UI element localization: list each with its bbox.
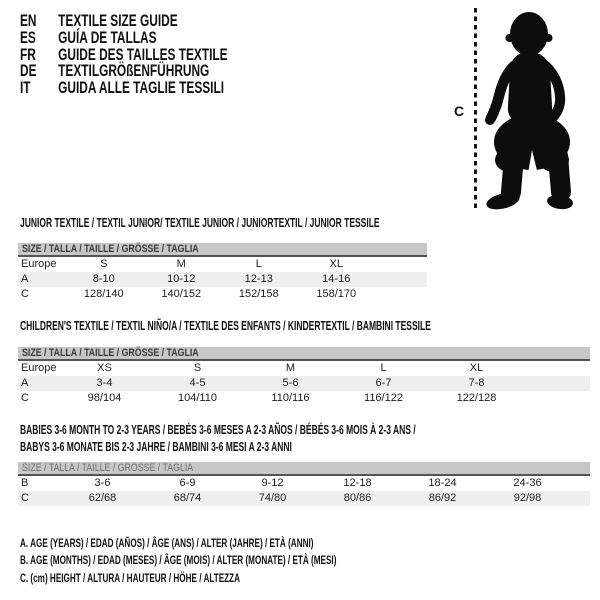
size-header-label: SIZE / TALLA / TAILLE / GRÖSSE / TAGLIA [22, 243, 199, 255]
age-cell: 6-7 [375, 377, 392, 389]
age-cell: 3-4 [96, 377, 113, 389]
height-cell: 110/116 [271, 392, 310, 404]
height-cell: 80/86 [343, 492, 372, 504]
lang-code: DE [20, 62, 37, 81]
age-cell: 9-12 [261, 477, 284, 489]
size-header-label: SIZE / TALLA / TAILLE / GRÖSSE / TAGLIA [22, 347, 199, 359]
lang-code: FR [20, 45, 36, 64]
size-cell: S [193, 362, 202, 374]
table-row [18, 391, 590, 406]
height-cell: 68/74 [173, 492, 202, 504]
lang-label: GUIDE DES TAILLES TEXTILE [58, 45, 228, 64]
size-cell: XL [329, 258, 343, 270]
height-cell: 152/158 [238, 288, 279, 300]
age-cell: 6-9 [179, 477, 196, 489]
babies-section-title-line1: BABIES 3-6 MONTH TO 2-3 YEARS / BEBÉS 3-6 MESES A 2-3 AÑOS / BÉBÉS 3-6 MOIS À 2-3 ANS / [20, 423, 416, 437]
row-label: C [21, 288, 29, 300]
age-cell: 12-18 [343, 477, 372, 489]
lang-row-it [20, 80, 228, 97]
junior-size-table [18, 243, 427, 302]
row-label: Europe [21, 362, 57, 374]
age-cell: 4-5 [189, 377, 206, 389]
height-cell: 74/80 [258, 492, 287, 504]
children-size-header-bar [18, 347, 590, 361]
baby-silhouette-icon [480, 10, 584, 212]
age-cell: 7-8 [468, 377, 485, 389]
age-cell: 14-16 [322, 273, 351, 285]
height-cell: 104/110 [178, 392, 217, 404]
legend [20, 535, 485, 587]
junior-section-title: JUNIOR TEXTILE / TEXTIL JUNIOR/ TEXTILE JUNIOR / JUNIORTEXTIL / JUNIOR TESSILE [20, 216, 380, 230]
table-row [18, 376, 590, 391]
age-cell: 24-36 [513, 477, 542, 489]
language-header [20, 13, 228, 97]
babies-size-header-bar [18, 462, 590, 476]
height-cell: 122/128 [456, 392, 497, 404]
age-cell: 8-10 [92, 273, 115, 285]
size-cell: XS [97, 362, 112, 374]
age-cell: 3-6 [94, 477, 111, 489]
size-header-label: SIZE / TALLA / TAILLE / GRÖSSE / TAGLIA [22, 462, 194, 474]
lang-code: ES [20, 28, 36, 47]
size-cell: XL [469, 362, 484, 374]
height-cell: 86/92 [428, 492, 457, 504]
row-label: Europe [21, 258, 57, 270]
height-cell: 62/68 [88, 492, 117, 504]
row-label: B [21, 477, 29, 489]
lang-label: GUÍA DE TALLAS [58, 28, 157, 47]
height-cell: 116/122 [364, 392, 403, 404]
lang-code: EN [20, 12, 37, 30]
size-cell: M [285, 362, 296, 374]
table-row [18, 491, 590, 506]
size-cell: L [380, 362, 387, 374]
age-cell: 5-6 [282, 377, 299, 389]
babies-size-table [18, 462, 590, 506]
row-label: C [21, 392, 29, 404]
height-label: C [454, 103, 465, 119]
height-dashed-line [474, 8, 477, 211]
height-cell: 140/152 [161, 288, 202, 300]
row-label: A [21, 273, 29, 285]
table-row [18, 257, 427, 272]
lang-label: TEXTILGRÖßENFÜHRUNG [58, 62, 210, 81]
children-section-title: CHILDREN'S TEXTILE / TEXTIL NIÑO/A / TEXTILE DES ENFANTS / KINDERTEXTIL / BAMBINI TESSILE [20, 319, 431, 333]
lang-code: IT [20, 79, 31, 98]
table-row [18, 476, 590, 491]
legend-text: B. AGE (MONTHS) / EDAD (MESES) / ÂGE (MOIS) / ALTER (MONATE) / ETÀ (MESI) [20, 553, 337, 568]
legend-text: A. AGE (YEARS) / EDAD (AÑOS) / ÂGE (ANS) / ALTER (JAHRE) / ETÀ (ANNI) [20, 536, 314, 550]
size-cell: M [176, 258, 186, 270]
lang-row-en [20, 13, 228, 30]
lang-label: GUIDA ALLE TAGLIE TESSILI [58, 79, 225, 98]
children-size-table [18, 347, 590, 406]
height-cell: 158/170 [316, 288, 357, 300]
lang-row-es [20, 30, 228, 47]
height-cell: 92/98 [513, 492, 542, 504]
table-row [18, 361, 590, 376]
table-row [18, 287, 427, 302]
legend-line-a [20, 535, 485, 552]
row-label: A [21, 377, 29, 389]
size-cell: L [255, 258, 262, 270]
lang-row-de [20, 63, 228, 80]
lang-row-fr [20, 47, 228, 64]
age-cell: 12-13 [244, 273, 273, 285]
size-cell: S [100, 258, 108, 270]
height-cell: 98/104 [87, 392, 122, 404]
legend-text: C. (cm) HEIGHT / ALTURA / HAUTEUR / HÖHE / ALTEZZA [20, 570, 241, 585]
legend-line-b [20, 552, 485, 569]
legend-line-c [20, 570, 485, 587]
lang-label: TEXTILE SIZE GUIDE [58, 12, 178, 30]
babies-section-title-line2: BABYS 3-6 MONATE BIS 2-3 JAHRE / BAMBINI 3-6 MESI A 2-3 ANNI [20, 440, 292, 454]
table-row [18, 272, 427, 287]
age-cell: 18-24 [428, 477, 457, 489]
row-label: C [21, 492, 29, 504]
junior-size-header-bar [18, 243, 427, 257]
age-cell: 10-12 [167, 273, 196, 285]
height-cell: 128/140 [83, 288, 124, 300]
